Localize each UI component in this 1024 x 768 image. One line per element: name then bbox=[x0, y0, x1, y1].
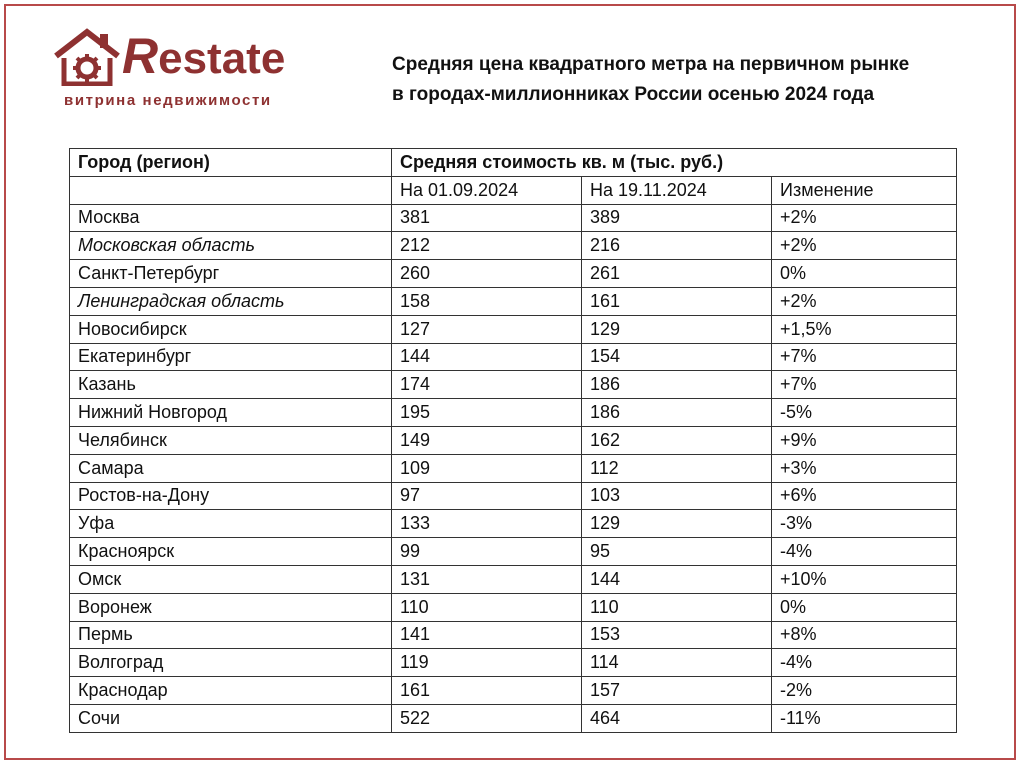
cell-price-2: 103 bbox=[582, 482, 772, 510]
title-line-2: в городах-миллионниках России осенью 2024 года bbox=[392, 84, 875, 105]
cell-price-1: 260 bbox=[392, 260, 582, 288]
table-row bbox=[70, 204, 957, 232]
table-row bbox=[70, 704, 957, 732]
table-row bbox=[70, 343, 957, 371]
cell-price-1: 195 bbox=[392, 399, 582, 427]
cell-change: -4% bbox=[772, 649, 957, 677]
header-city: Город (регион) bbox=[70, 149, 392, 177]
subheader-date-1: На 01.09.2024 bbox=[392, 176, 582, 204]
cell-city: Красноярск bbox=[70, 538, 392, 566]
subheader-empty bbox=[70, 176, 392, 204]
cell-change: +9% bbox=[772, 426, 957, 454]
cell-price-1: 381 bbox=[392, 204, 582, 232]
cell-change: +2% bbox=[772, 204, 957, 232]
cell-price-2: 129 bbox=[582, 315, 772, 343]
page-title bbox=[392, 50, 992, 110]
brand-name: Restate bbox=[122, 28, 286, 84]
table-row bbox=[70, 287, 957, 315]
cell-change: +3% bbox=[772, 454, 957, 482]
cell-city: Московская область bbox=[70, 232, 392, 260]
cell-city: Самара bbox=[70, 454, 392, 482]
cell-price-1: 161 bbox=[392, 677, 582, 705]
cell-price-2: 186 bbox=[582, 371, 772, 399]
cell-change: -11% bbox=[772, 704, 957, 732]
cell-city: Москва bbox=[70, 204, 392, 232]
cell-price-2: 129 bbox=[582, 510, 772, 538]
cell-price-2: 157 bbox=[582, 677, 772, 705]
cell-change: +1,5% bbox=[772, 315, 957, 343]
cell-price-2: 95 bbox=[582, 538, 772, 566]
cell-price-1: 109 bbox=[392, 454, 582, 482]
cell-city: Уфа bbox=[70, 510, 392, 538]
cell-price-2: 161 bbox=[582, 287, 772, 315]
cell-price-1: 127 bbox=[392, 315, 582, 343]
cell-change: 0% bbox=[772, 593, 957, 621]
cell-change: +2% bbox=[772, 287, 957, 315]
table-row bbox=[70, 399, 957, 427]
cell-price-2: 389 bbox=[582, 204, 772, 232]
table-row bbox=[70, 454, 957, 482]
table-row bbox=[70, 371, 957, 399]
cell-city: Воронеж bbox=[70, 593, 392, 621]
cell-price-2: 110 bbox=[582, 593, 772, 621]
cell-price-2: 162 bbox=[582, 426, 772, 454]
cell-city: Челябинск bbox=[70, 426, 392, 454]
table-row bbox=[70, 649, 957, 677]
cell-change: +7% bbox=[772, 371, 957, 399]
subheader-date-2: На 19.11.2024 bbox=[582, 176, 772, 204]
cell-price-1: 522 bbox=[392, 704, 582, 732]
cell-price-1: 149 bbox=[392, 426, 582, 454]
table-header-row bbox=[70, 149, 957, 177]
cell-price-1: 119 bbox=[392, 649, 582, 677]
cell-city: Краснодар bbox=[70, 677, 392, 705]
cell-change: -3% bbox=[772, 510, 957, 538]
cell-city: Волгоград bbox=[70, 649, 392, 677]
cell-change: +8% bbox=[772, 621, 957, 649]
subheader-change: Изменение bbox=[772, 176, 957, 204]
table-subheader-row bbox=[70, 176, 957, 204]
cell-change: +7% bbox=[772, 343, 957, 371]
price-table bbox=[69, 148, 957, 733]
cell-price-1: 99 bbox=[392, 538, 582, 566]
cell-price-2: 114 bbox=[582, 649, 772, 677]
cell-price-2: 464 bbox=[582, 704, 772, 732]
cell-price-1: 97 bbox=[392, 482, 582, 510]
title-line-1: Средняя цена квадратного метра на первичном рынке bbox=[392, 54, 910, 75]
cell-change: -2% bbox=[772, 677, 957, 705]
cell-price-2: 144 bbox=[582, 565, 772, 593]
cell-city: Санкт-Петербург bbox=[70, 260, 392, 288]
cell-price-2: 154 bbox=[582, 343, 772, 371]
cell-price-1: 212 bbox=[392, 232, 582, 260]
cell-price-2: 112 bbox=[582, 454, 772, 482]
cell-price-2: 261 bbox=[582, 260, 772, 288]
cell-change: -4% bbox=[772, 538, 957, 566]
restate-logo bbox=[52, 28, 312, 114]
cell-city: Казань bbox=[70, 371, 392, 399]
table-row bbox=[70, 593, 957, 621]
cell-change: +2% bbox=[772, 232, 957, 260]
cell-change: +10% bbox=[772, 565, 957, 593]
cell-price-1: 110 bbox=[392, 593, 582, 621]
cell-city: Омск bbox=[70, 565, 392, 593]
cell-price-1: 141 bbox=[392, 621, 582, 649]
cell-price-1: 133 bbox=[392, 510, 582, 538]
brand-tagline: витрина недвижимости bbox=[64, 92, 272, 109]
table-row bbox=[70, 315, 957, 343]
cell-price-1: 158 bbox=[392, 287, 582, 315]
house-gear-icon bbox=[52, 28, 122, 86]
table-row bbox=[70, 621, 957, 649]
cell-change: -5% bbox=[772, 399, 957, 427]
table-row bbox=[70, 677, 957, 705]
cell-city: Нижний Новгород bbox=[70, 399, 392, 427]
cell-city: Пермь bbox=[70, 621, 392, 649]
table-row bbox=[70, 482, 957, 510]
cell-price-2: 153 bbox=[582, 621, 772, 649]
cell-city: Новосибирск bbox=[70, 315, 392, 343]
table-row bbox=[70, 565, 957, 593]
cell-city: Ростов-на-Дону bbox=[70, 482, 392, 510]
table-row bbox=[70, 510, 957, 538]
cell-price-1: 131 bbox=[392, 565, 582, 593]
cell-city: Екатеринбург bbox=[70, 343, 392, 371]
cell-price-1: 174 bbox=[392, 371, 582, 399]
cell-price-1: 144 bbox=[392, 343, 582, 371]
table-row bbox=[70, 426, 957, 454]
table-row bbox=[70, 260, 957, 288]
cell-price-2: 216 bbox=[582, 232, 772, 260]
header-price: Средняя стоимость кв. м (тыс. руб.) bbox=[392, 149, 957, 177]
table-row bbox=[70, 538, 957, 566]
cell-price-2: 186 bbox=[582, 399, 772, 427]
cell-city: Ленинградская область bbox=[70, 287, 392, 315]
table-row bbox=[70, 232, 957, 260]
cell-change: +6% bbox=[772, 482, 957, 510]
cell-change: 0% bbox=[772, 260, 957, 288]
cell-city: Сочи bbox=[70, 704, 392, 732]
